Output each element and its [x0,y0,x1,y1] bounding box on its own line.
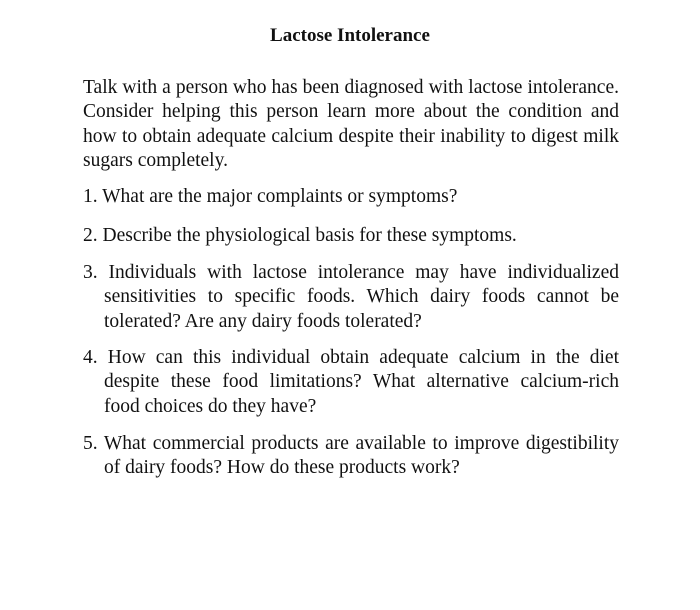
question-1: 1. What are the major complaints or symptoms? [83,186,458,207]
question-2: 2. Describe the physiological basis for these symptoms. [83,225,517,246]
document-title: Lactose Intolerance [270,25,430,46]
question-4: 4. How can this individual obtain adequate calcium in the diet despite these food limitations? What alternative calcium-rich food choices do they have? [83,347,619,417]
question-3: 3. Individuals with lactose intolerance may have individualized sensitivities to specific foods. Which dairy foods cannot be tolerated? Are any dairy foods tolerated? [83,262,619,332]
question-5: 5. What commercial products are available to improve digestibility of dairy foods? How do these products work? [83,433,619,479]
intro-paragraph: Talk with a person who has been diagnosed with lactose intolerance. Consider helping this person learn more about the condition and how to obtain adequate calcium despite their inability to digest milk sugars completely. [83,77,619,171]
